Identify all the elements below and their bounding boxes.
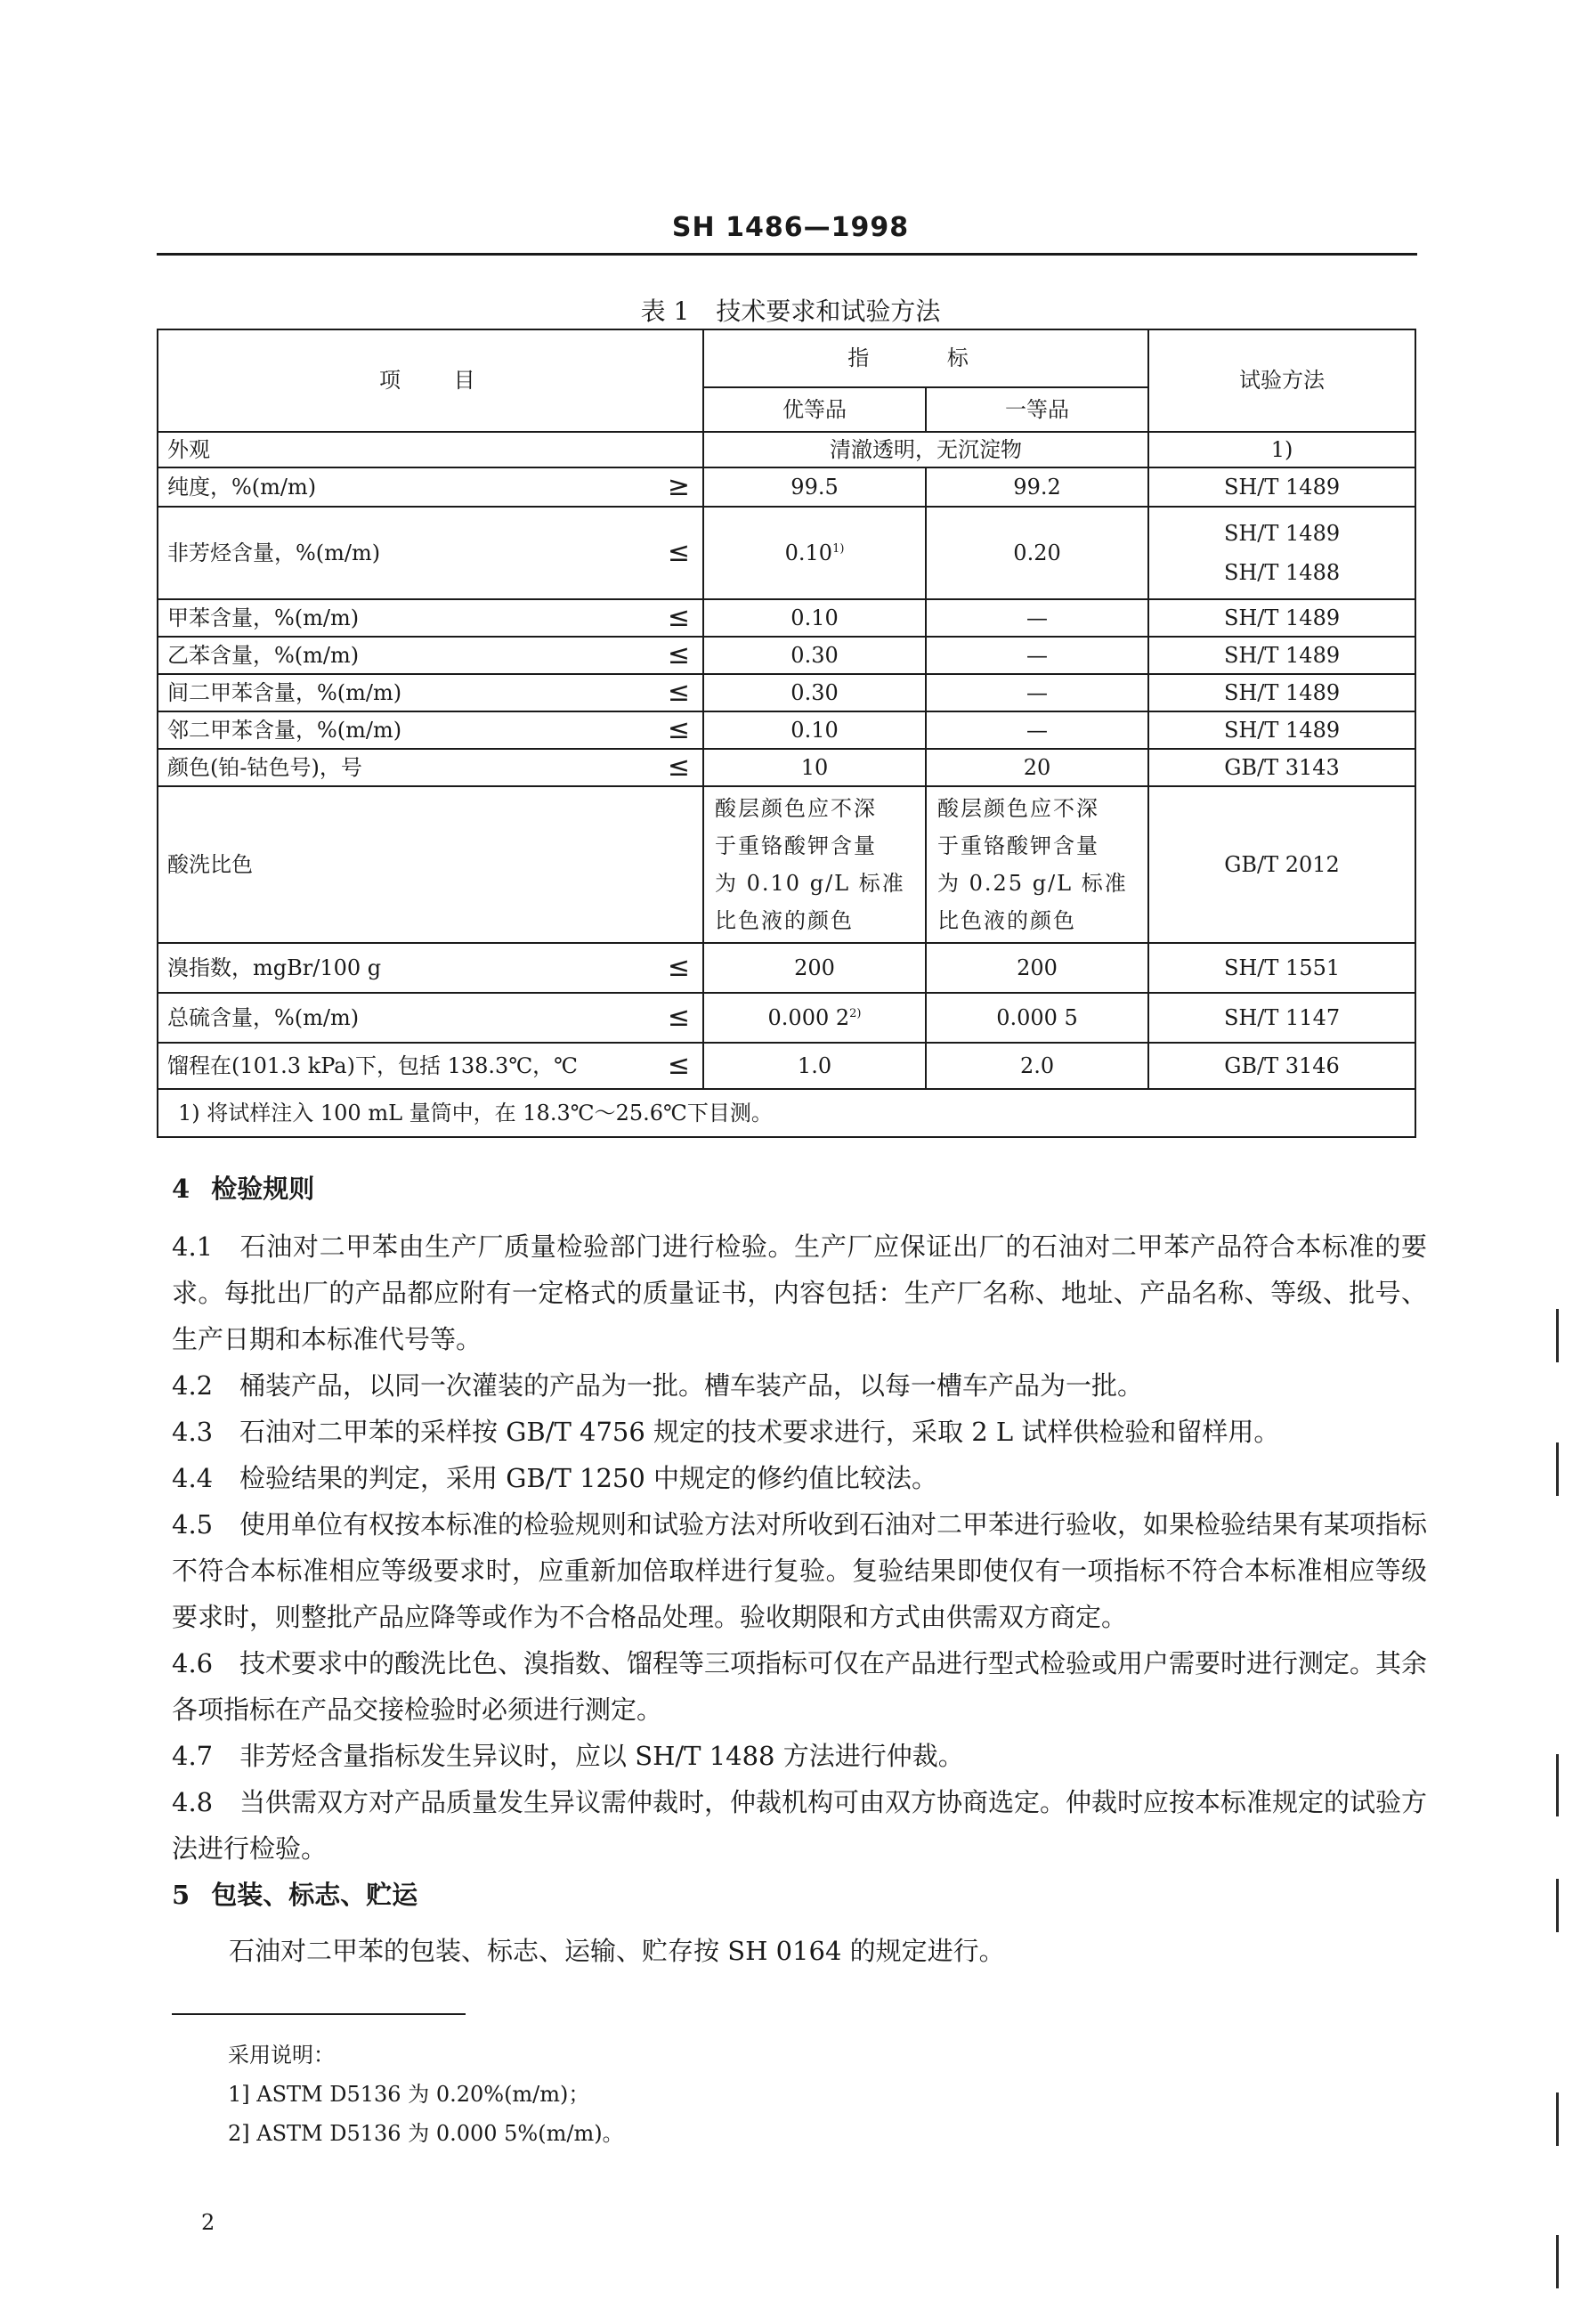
method: SH/T 1147 [1148, 993, 1415, 1043]
item-label: 间二甲苯含量，%(m/m) [158, 674, 647, 711]
operator: ≤ [647, 674, 703, 711]
table-caption [0, 292, 1581, 328]
value-first: — [926, 637, 1148, 674]
clause-4-2 [172, 1362, 1427, 1409]
value-line: 比色液的颜色 [937, 908, 1077, 933]
method: 1) [1148, 432, 1415, 467]
row-distillation [158, 1043, 1415, 1089]
requirements-table [157, 329, 1416, 1138]
value-superior: 1.0 [703, 1043, 926, 1089]
value-superior: 99.5 [703, 467, 926, 507]
page-number: 2 [201, 2210, 215, 2235]
value-superior: 0.10 [703, 599, 926, 637]
clause-4-3 [172, 1409, 1427, 1455]
clause-text: 石油对二甲苯由生产厂质量检验部门进行检验。生产厂应保证出厂的石油对二甲苯产品符合本标准的要求。每批出厂的产品都应附有一定格式的质量证书，内容包括：生产厂名称、地址、产品名称、等级、批号、生产日期和本标准代号等。 [172, 1231, 1427, 1354]
value-first: 20 [926, 749, 1148, 786]
operator: ≤ [647, 749, 703, 786]
method: SH/T 1489 [1148, 711, 1415, 749]
row-nonaromatic [158, 507, 1415, 599]
clause-4-1 [172, 1223, 1427, 1362]
value-line: 为 0.25 g/L 标准 [937, 871, 1128, 896]
standard-number: SH 1486—1998 [671, 212, 910, 243]
row-total-sulfur [158, 993, 1415, 1043]
value-line: 酸层颜色应不深 [715, 796, 878, 821]
operator: ≤ [647, 1043, 703, 1089]
value-first: — [926, 599, 1148, 637]
footnote-rule [172, 2013, 466, 2015]
operator: ≤ [647, 711, 703, 749]
row-purity [158, 467, 1415, 507]
operator: ≤ [647, 943, 703, 993]
value-line: 比色液的颜色 [715, 908, 855, 933]
clause-text: 石油对二甲苯的采样按 GB/T 4756 规定的技术要求进行，采取 2 L 试样供检验和留样用。 [239, 1417, 1280, 1447]
value-first: — [926, 674, 1148, 711]
item-label: 溴指数，mgBr/100 g [158, 943, 647, 993]
footnote-ref: 2) [849, 1006, 862, 1020]
clause-text: 非芳烃含量指标发生异议时，应以 SH/T 1488 方法进行仲裁。 [239, 1741, 964, 1771]
row-m-xylene [158, 674, 1415, 711]
value-superior: 10 [703, 749, 926, 786]
header-item: 项 目 [379, 368, 499, 394]
item-label: 外观 [158, 432, 703, 467]
value-line: 酸层颜色应不深 [937, 796, 1100, 821]
row-toluene [158, 599, 1415, 637]
table-caption-title: 技术要求和试验方法 [716, 297, 941, 326]
value-superior: 0.30 [703, 637, 926, 674]
method: SH/T 1551 [1148, 943, 1415, 993]
scan-mark [1556, 1442, 1559, 1496]
header-item-cell [158, 329, 703, 432]
clause-4-8 [172, 1779, 1427, 1872]
scan-mark [1556, 1879, 1559, 1932]
header-grade-first: 一等品 [926, 387, 1148, 432]
value-merged: 清澈透明，无沉淀物 [703, 432, 1148, 467]
value-first: 2.0 [926, 1043, 1148, 1089]
item-label: 非芳烃含量，%(m/m) [158, 507, 647, 599]
clause-4-7 [172, 1733, 1427, 1779]
item-label: 总硫含量，%(m/m) [158, 993, 647, 1043]
header-indicator: 指 标 [703, 329, 1148, 387]
row-table-note [158, 1089, 1415, 1137]
value-first: — [926, 711, 1148, 749]
value-line: 为 0.10 g/L 标准 [715, 871, 905, 896]
item-label: 纯度，%(m/m) [158, 467, 647, 507]
clause-4-6 [172, 1640, 1427, 1733]
method: SH/T 1489 [1148, 599, 1415, 637]
footnote-1: 1] ASTM D5136 为 0.20%(m/m)； [228, 2082, 590, 2107]
table-note: 1) 将试样注入 100 mL 量筒中，在 18.3℃～25.6℃下目测。 [158, 1089, 1415, 1137]
clause-text: 桶装产品，以同一次灌装的产品为一批。槽车装产品，以每一槽车产品为一批。 [239, 1370, 1144, 1401]
clause-number: 4.2 [172, 1370, 214, 1401]
clause-text: 石油对二甲苯的包装、标志、运输、贮存按 SH 0164 的规定进行。 [229, 1936, 1005, 1966]
clause-number: 4.8 [172, 1787, 214, 1817]
value-first [926, 786, 1148, 943]
value-first: 99.2 [926, 467, 1148, 507]
section-number: 5 [172, 1880, 191, 1910]
method: GB/T 3146 [1148, 1043, 1415, 1089]
value-first: 200 [926, 943, 1148, 993]
value-text: 0.000 2 [767, 1004, 850, 1030]
value-superior [703, 786, 926, 943]
footnote-title: 采用说明： [228, 2043, 335, 2068]
method-line: SH/T 1488 [1223, 560, 1341, 585]
row-color [158, 749, 1415, 786]
method: GB/T 2012 [1148, 786, 1415, 943]
value-first: 0.20 [926, 507, 1148, 599]
footnote-ref: 1) [832, 541, 845, 556]
section-4-heading [172, 1169, 314, 1206]
method: SH/T 1489 [1148, 637, 1415, 674]
row-o-xylene [158, 711, 1415, 749]
row-bromine-index [158, 943, 1415, 993]
clause-text: 使用单位有权按本标准的检验规则和试验方法对所收到石油对二甲苯进行验收，如果检验结果有某项指标不符合本标准相应等级要求时，应重新加倍取样进行复验。复验结果即使仅有一项指标不符合本标准相应等级要求时，则整批产品应降等或作为不合格品处理。验收期限和方式由供需双方商定。 [172, 1509, 1428, 1632]
row-appearance [158, 432, 1415, 467]
row-acid-wash [158, 786, 1415, 943]
operator: ≤ [647, 599, 703, 637]
scan-mark [1556, 2092, 1559, 2146]
clause-text: 检验结果的判定，采用 GB/T 1250 中规定的修约值比较法。 [239, 1463, 938, 1493]
section-5-heading [172, 1875, 418, 1912]
clause-text: 技术要求中的酸洗比色、溴指数、馏程等三项指标可仅在产品进行型式检验或用户需要时进行测定。其余各项指标在产品交接检验时必须进行测定。 [172, 1648, 1428, 1725]
section-title: 包装、标志、贮运 [211, 1880, 418, 1910]
item-label: 乙苯含量，%(m/m) [158, 637, 647, 674]
table-caption-number: 表 1 [640, 297, 690, 326]
value-superior: 200 [703, 943, 926, 993]
clause-number: 4.5 [172, 1509, 214, 1540]
method [1148, 507, 1415, 599]
header-rule [157, 253, 1417, 256]
clause-number: 4.3 [172, 1417, 214, 1447]
value-text: 0.10 [784, 540, 833, 565]
clause-text: 当供需双方对产品质量发生异议需仲裁时，仲裁机构可由双方协商选定。仲裁时应按本标准规定的试验方法进行检验。 [172, 1787, 1428, 1864]
operator: ≤ [647, 637, 703, 674]
value-line: 于重铬酸钾含量 [715, 833, 878, 858]
clause-4-5 [172, 1501, 1427, 1640]
clause-number: 4.1 [172, 1231, 214, 1262]
scan-mark [1556, 2235, 1559, 2288]
clause-5-text [172, 1928, 1427, 1974]
operator: ≤ [647, 993, 703, 1043]
value-line: 于重铬酸钾含量 [937, 833, 1100, 858]
method: SH/T 1489 [1148, 467, 1415, 507]
item-label: 颜色(铂-钴色号)，号 [158, 749, 647, 786]
footnote-2: 2] ASTM D5136 为 0.000 5%(m/m)。 [228, 2121, 624, 2146]
table-header-row [158, 329, 1415, 387]
operator: ≥ [647, 467, 703, 507]
item-label: 邻二甲苯含量，%(m/m) [158, 711, 647, 749]
header-method: 试验方法 [1148, 329, 1415, 432]
value-first: 0.000 5 [926, 993, 1148, 1043]
method: SH/T 1489 [1148, 674, 1415, 711]
scan-mark [1556, 1309, 1559, 1362]
item-label: 酸洗比色 [158, 786, 703, 943]
value-superior: 0.10 [703, 711, 926, 749]
clause-4-4 [172, 1455, 1427, 1501]
item-label: 甲苯含量，%(m/m) [158, 599, 647, 637]
scan-mark [1556, 1754, 1559, 1816]
header-grade-superior: 优等品 [703, 387, 926, 432]
method: GB/T 3143 [1148, 749, 1415, 786]
item-label: 馏程在(101.3 kPa)下，包括 138.3℃，℃ [158, 1043, 647, 1089]
row-ethylbenzene [158, 637, 1415, 674]
clause-number: 4.6 [172, 1648, 214, 1678]
section-number: 4 [172, 1174, 191, 1204]
operator: ≤ [647, 507, 703, 599]
value-superior [703, 507, 926, 599]
clause-number: 4.4 [172, 1463, 214, 1493]
value-superior: 0.30 [703, 674, 926, 711]
method-line: SH/T 1489 [1223, 521, 1341, 546]
clause-number: 4.7 [172, 1741, 214, 1771]
value-superior [703, 993, 926, 1043]
section-title: 检验规则 [211, 1174, 315, 1204]
